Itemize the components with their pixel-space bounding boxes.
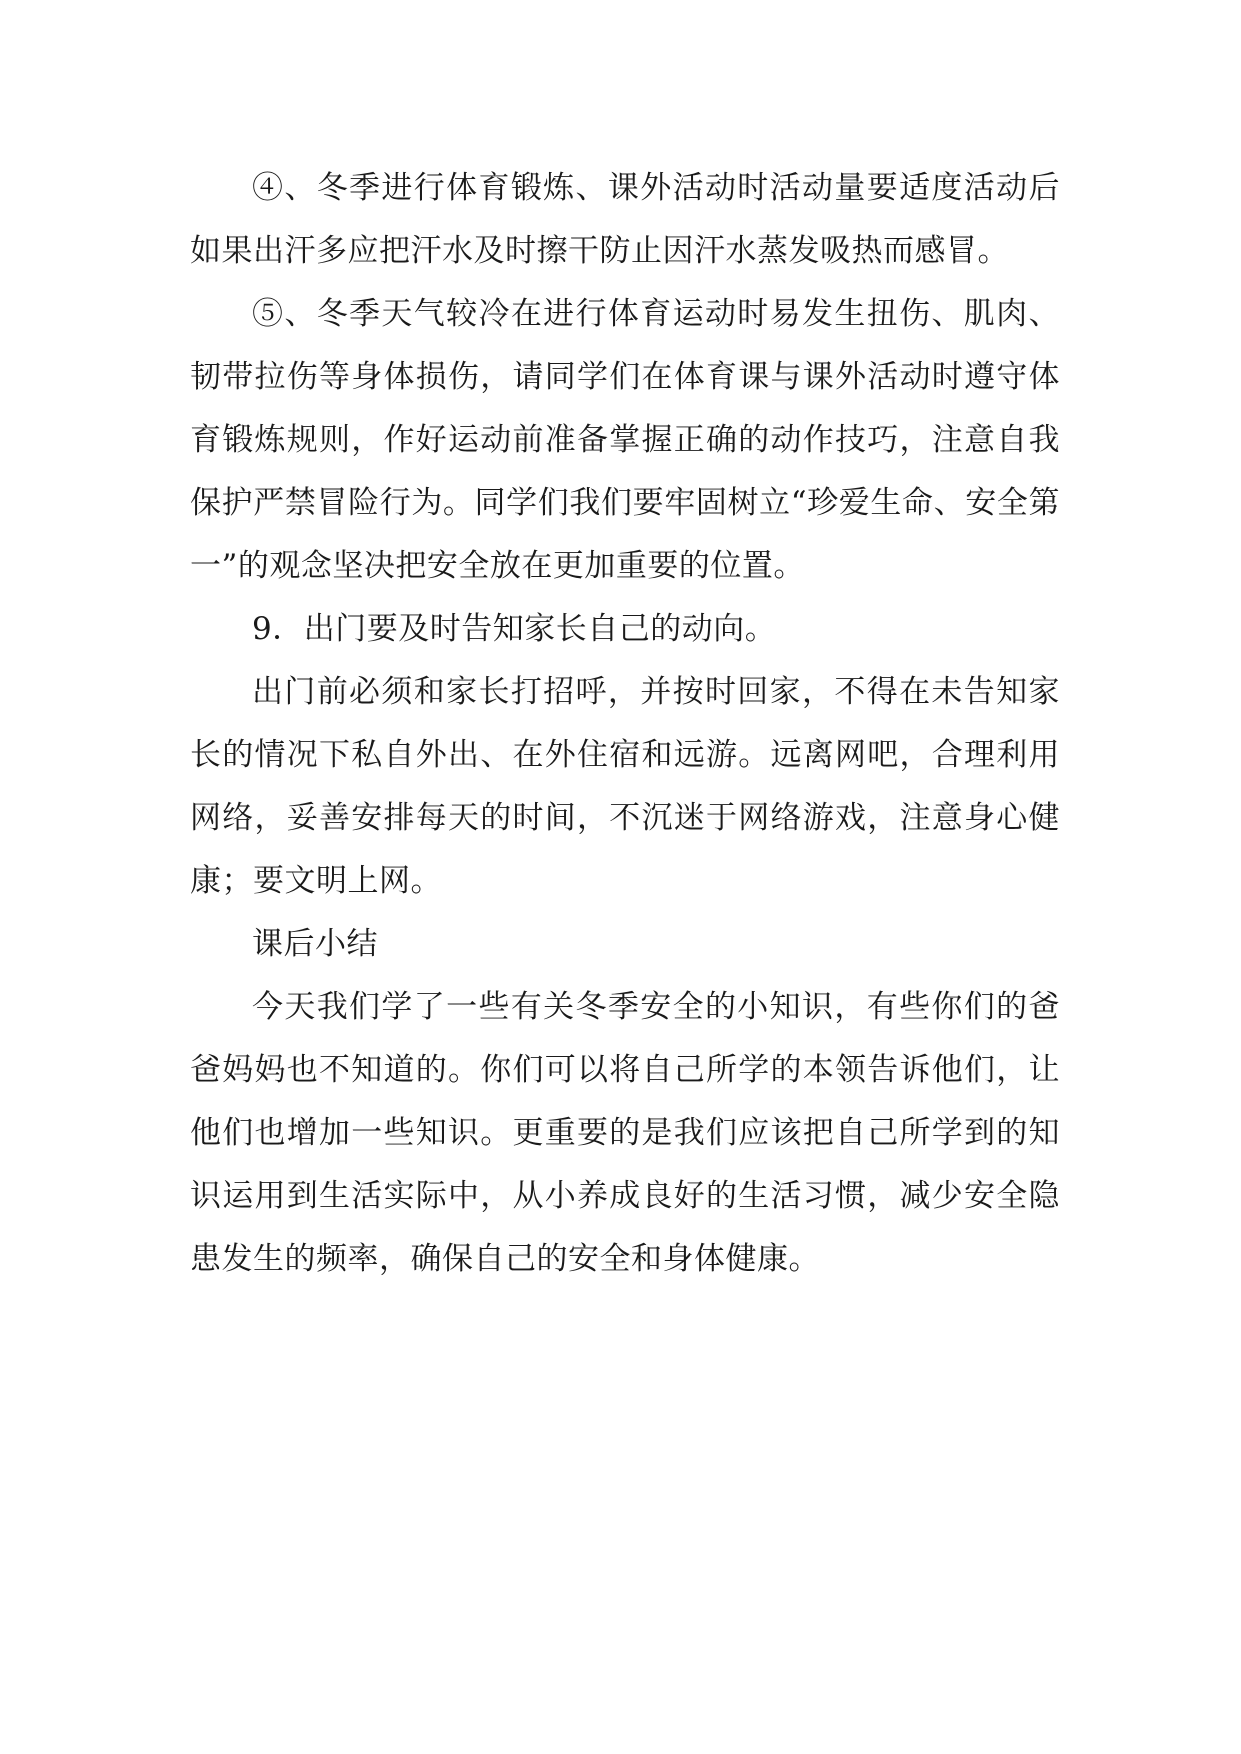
document-body [190,157,1060,1291]
paragraph-item-4: ④、冬季进行体育锻炼、课外活动时活动量要适度活动后如果出汗多应把汗水及时擦干防止因汗水蒸发吸热而感冒。 [190,170,1060,269]
section-heading-9: 9．出门要及时告知家长自己的动向。 [252,611,777,647]
paragraph-summary: 今天我们学了一些有关冬季安全的小知识，有些你们的爸爸妈妈也不知道的。你们可以将自己所学的本领告诉他们，让他们也增加一些知识。更重要的是我们应该把自己所学到的知识运用到生活实际中，从小养成良好的生活习惯，减少安全隐患发生的频率，确保自己的安全和身体健康。 [190,989,1060,1277]
paragraph-item-5: ⑤、冬季天气较冷在进行体育运动时易发生扭伤、肌肉、韧带拉伤等身体损伤，请同学们在体育课与课外活动时遵守体育锻炼规则，作好运动前准备掌握正确的动作技巧，注意自我保护严禁冒险行为。同学们我们要牢固树立“珍爱生命、安全第一”的观念坚决把安全放在更加重要的位置。 [190,296,1060,584]
section-heading-summary: 课后小结 [252,926,378,962]
paragraph-going-out: 出门前必须和家长打招呼，并按时回家，不得在未告知家长的情况下私自外出、在外住宿和远游。远离网吧，合理利用网络，妥善安排每天的时间，不沉迷于网络游戏，注意身心健康；要文明上网。 [190,674,1060,899]
